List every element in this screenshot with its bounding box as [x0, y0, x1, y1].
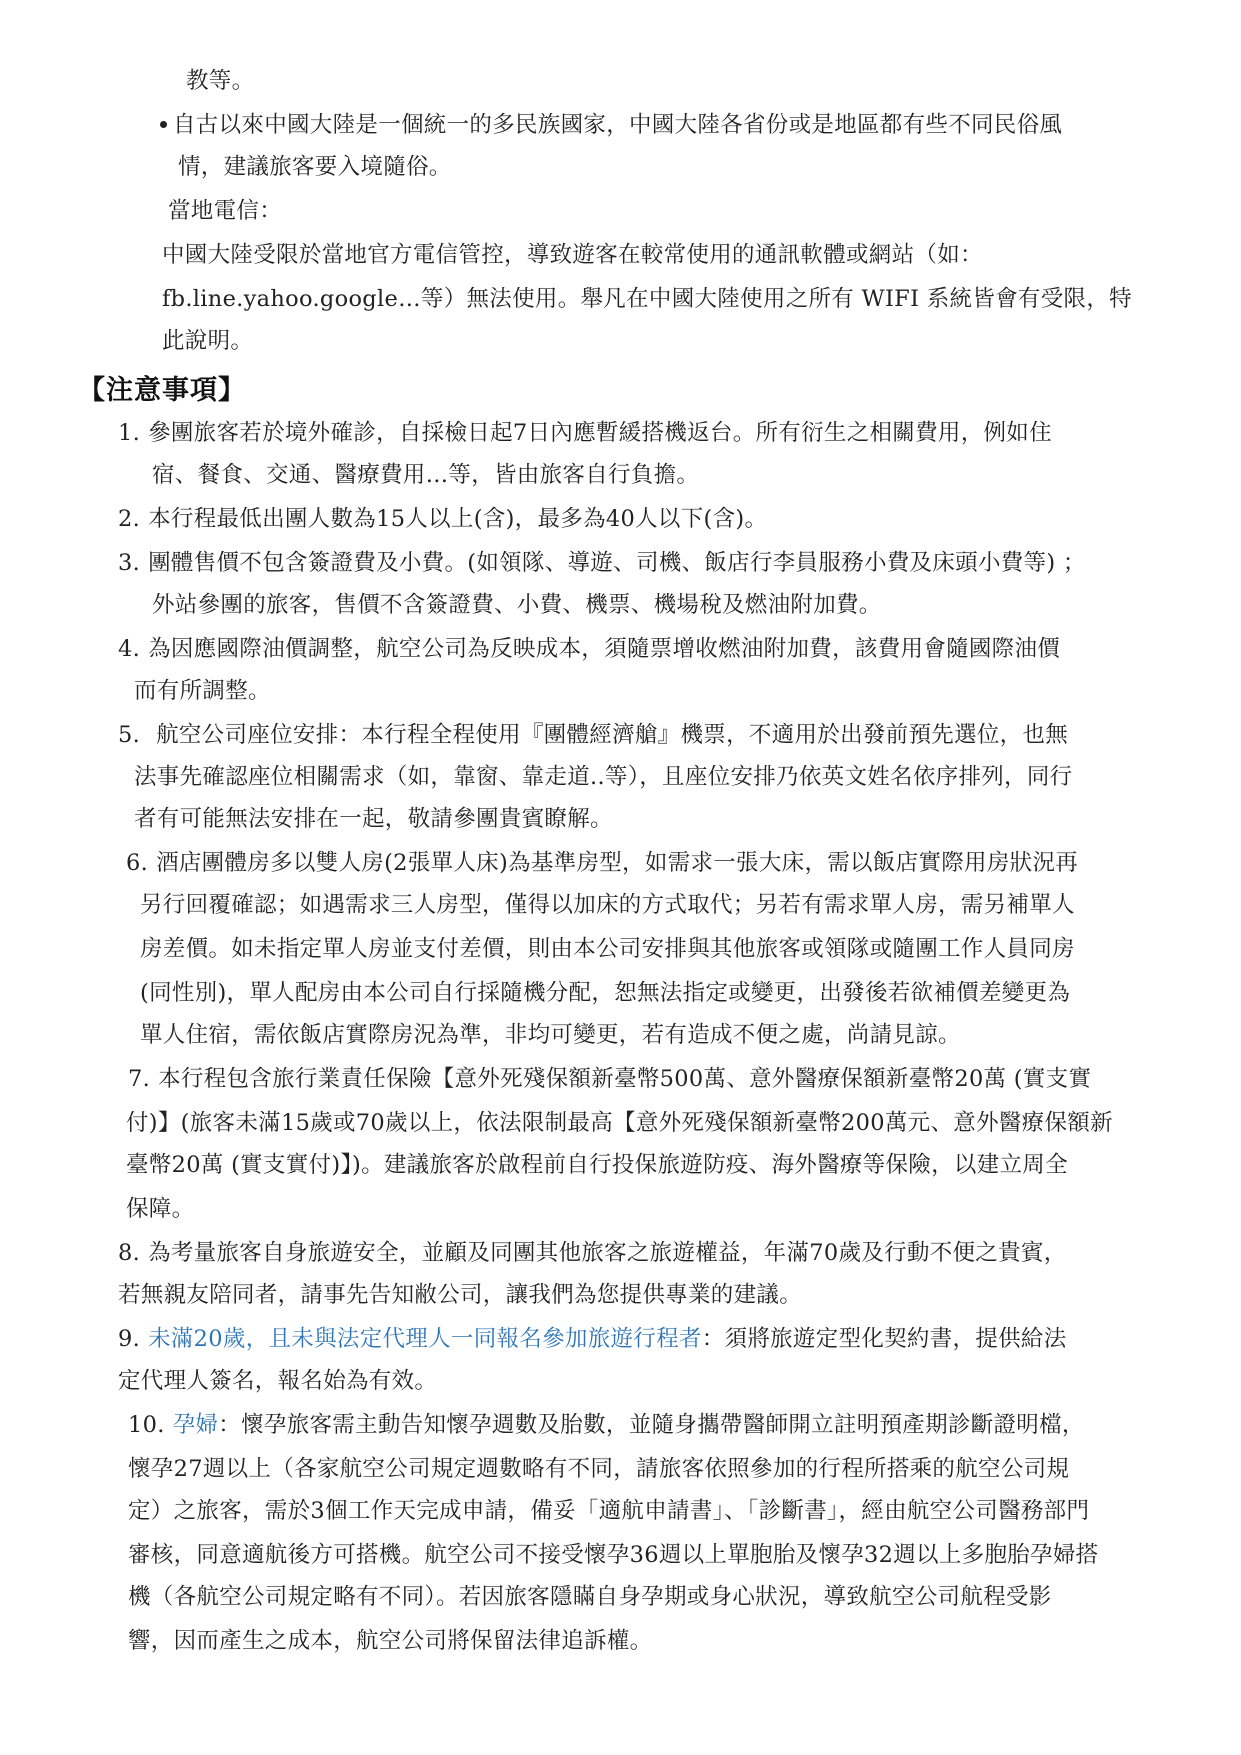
note-number: 9.: [118, 1326, 141, 1352]
note-text: 為因應國際油價調整，航空公司為反映成本，須隨票增收燃油附加費，該費用會隨國際油價: [148, 636, 1061, 662]
note-text-cont: 單人住宿，需依飯店實際房況為準，非均可變更，若有造成不便之處，尚請見諒。: [140, 1022, 961, 1048]
note-item: [126, 848, 1078, 878]
note-text-cont: 懷孕27週以上（各家航空公司規定週數略有不同，請旅客依照參加的行程所搭乘的航空公司規: [128, 1456, 1070, 1482]
intro-line: 教等。: [186, 68, 255, 94]
note-number: 2.: [118, 506, 141, 532]
note-text: 酒店團體房多以雙人房(2張單人床)為基準房型，如需求一張大床，需以飯店實際用房狀況再: [156, 850, 1079, 876]
note-text: 本行程最低出團人數為15人以上(含)，最多為40人以下(含)。: [148, 506, 768, 532]
note-text: 參團旅客若於境外確診，自採檢日起7日內應暫緩搭機返台。所有衍生之相關費用，例如住: [148, 420, 1052, 446]
note-item: [118, 504, 767, 534]
note-item: [118, 1238, 1067, 1268]
telecom-title: 當地電信：: [168, 198, 283, 224]
note-text-cont: 外站參團的旅客，售價不含簽證費、小費、機票、機場稅及燃油附加費。: [152, 592, 882, 618]
note-number: 10.: [128, 1412, 165, 1438]
bullet-item: [160, 110, 1062, 140]
note-text-cont: 宿、餐食、交通、醫療費用…等，皆由旅客自行負擔。: [152, 462, 700, 488]
note-text-cont: 審核，同意適航後方可搭機。航空公司不接受懷孕36週以上單胞胎及懷孕32週以上多胞胎孕婦搭: [128, 1542, 1099, 1568]
note-text: ：懷孕旅客需主動告知懷孕週數及胎數，並隨身攜帶醫師開立註明預產期診斷證明檔，: [218, 1412, 1085, 1438]
note-number: 5.: [118, 722, 141, 748]
note-text-cont: 定）之旅客，需於3個工作天完成申請，備妥「適航申請書」、「診斷書」，經由航空公司醫務部門: [128, 1498, 1090, 1524]
note-number: 1.: [118, 420, 141, 446]
note-text-cont: 保障。: [126, 1196, 195, 1222]
note-text-cont: 而有所調整。: [134, 678, 271, 704]
note-text: 航空公司座位安排：本行程全程使用『團體經濟艙』機票，不適用於出發前預先選位，也無: [156, 722, 1069, 748]
note-number: 7.: [128, 1066, 151, 1092]
note-text-cont: 付)】(旅客未滿15歲或70歲以上，依法限制最高【意外死殘保額新臺幣200萬元、意外醫療保額新: [126, 1110, 1113, 1136]
note-text-cont: 臺幣20萬 (實支實付)】)。建議旅客於啟程前自行投保旅遊防疫、海外醫療等保險，以建立周全: [126, 1152, 1068, 1178]
note-number: 4.: [118, 636, 141, 662]
note-text-cont: (同性別)，單人配房由本公司自行採隨機分配，恕無法指定或變更，出發後若欲補價差變更為: [140, 980, 1071, 1006]
bullet-text-cont: 情，建議旅客要入境隨俗。: [178, 154, 452, 180]
note-number: 8.: [118, 1240, 141, 1266]
bullet-icon: [160, 121, 167, 128]
note-item: [118, 548, 1086, 578]
note-text-cont: 響，因而產生之成本，航空公司將保留法律追訴權。: [128, 1628, 653, 1654]
bullet-text: 自古以來中國大陸是一個統一的多民族國家，中國大陸各省份或是地區都有些不同民俗風: [173, 112, 1063, 138]
note-text-cont: 法事先確認座位相關需求（如，靠窗、靠走道..等），且座位安排乃依英文姓名依序排列，同行: [134, 764, 1073, 790]
telecom-text: 此說明。: [162, 328, 254, 354]
note-number: 3.: [118, 550, 141, 576]
section-heading: 【注意事項】: [78, 375, 246, 406]
note-item: [118, 720, 1068, 750]
note-highlight: 未滿20歲，且未與法定代理人一同報名參加旅遊行程者: [148, 1326, 702, 1352]
note-text-cont: 定代理人簽名，報名始為有效。: [118, 1368, 438, 1394]
note-text: 本行程包含旅行業責任保險【意外死殘保額新臺幣500萬、意外醫療保額新臺幣20萬 (實支實: [158, 1066, 1092, 1092]
note-text: ：須將旅遊定型化契約書，提供給法: [701, 1326, 1067, 1352]
note-item: [118, 1324, 1067, 1354]
note-highlight: 孕婦: [172, 1412, 219, 1438]
note-text-cont: 者有可能無法安排在一起，敬請參團貴賓瞭解。: [134, 806, 613, 832]
note-text-cont: 房差價。如未指定單人房並支付差價，則由本公司安排與其他旅客或領隊或隨團工作人員同房: [140, 936, 1075, 962]
note-number: 6.: [126, 850, 149, 876]
note-item: [128, 1064, 1091, 1094]
note-text-cont: 另行回覆確認；如遇需求三人房型，僅得以加床的方式取代；另若有需求單人房，需另補單人: [140, 892, 1075, 918]
note-item: [118, 418, 1052, 448]
telecom-text: 中國大陸受限於當地官方電信管控，導致遊客在較常使用的通訊軟體或網站（如：: [162, 242, 983, 268]
note-text-cont: 機（各航空公司規定略有不同）。若因旅客隱瞞自身孕期或身心狀況，導致航空公司航程受影: [128, 1584, 1052, 1610]
note-text: 團體售價不包含簽證費及小費。(如領隊、導遊、司機、飯店行李員服務小費及床頭小費等) ；: [148, 550, 1086, 576]
note-text: 為考量旅客自身旅遊安全，並顧及同團其他旅客之旅遊權益，年滿70歲及行動不便之貴賓，: [148, 1240, 1067, 1266]
note-item: [118, 634, 1060, 664]
note-item: [128, 1410, 1085, 1440]
telecom-text: fb.line.yahoo.google…等）無法使用。舉凡在中國大陸使用之所有 WIFI 系統皆會有受限，特: [162, 286, 1132, 312]
note-text-cont: 若無親友陪同者，請事先告知敝公司，讓我們為您提供專業的建議。: [118, 1282, 803, 1308]
